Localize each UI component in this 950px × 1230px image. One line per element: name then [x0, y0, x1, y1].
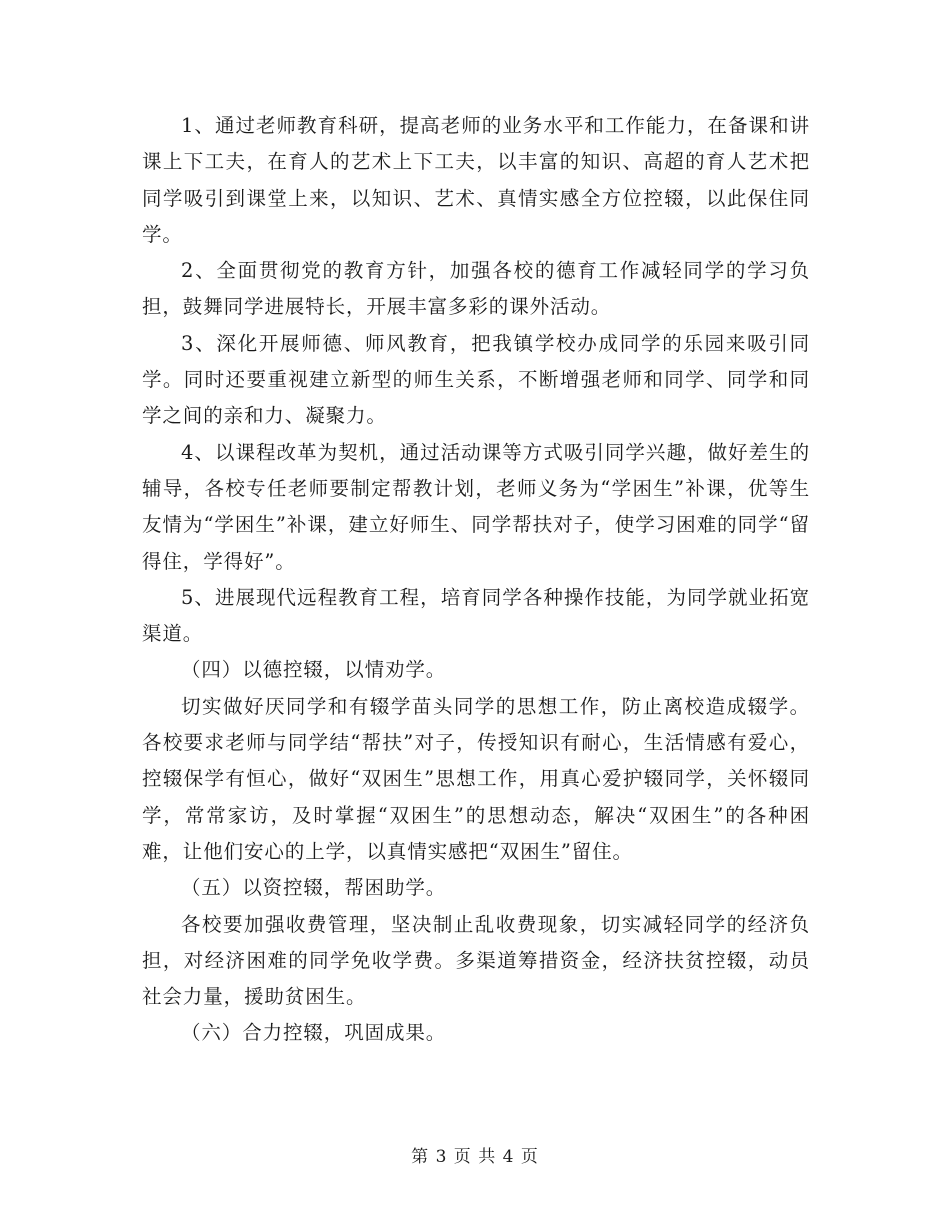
document-body: [142, 108, 810, 1052]
section-heading-6: （六）合力控辍，巩固成果。: [181, 1021, 447, 1045]
paragraph-4: 4、以课程改革为契机，通过活动课等方式吸引同学兴趣，做好差生的辅导，各校专任老师要制定帮教计划，老师义务为“学困生”补课，优等生友情为“学困生”补课，建立好师生、同学帮扶对子，使学习困难的同学“留得住，学得好”。: [142, 440, 810, 573]
paragraph-3: 3、深化开展师德、师风教育，把我镇学校办成同学的乐园来吸引同学。同时还要重视建立新型的师生关系，不断增强老师和同学、同学和同学之间的亲和力、凝聚力。: [142, 331, 810, 428]
paragraph-7: 各校要加强收费管理，坚决制止乱收费现象，切实减轻同学的经济负担，对经济困难的同学免收学费。多渠道筹措资金，经济扶贫控辍，动员社会力量，援助贫困生。: [142, 912, 810, 1009]
paragraph-5: 5、进展现代远程教育工程，培育同学各种操作技能，为同学就业拓宽渠道。: [142, 585, 810, 646]
paragraph-6: 切实做好厌同学和有辍学苗头同学的思想工作，防止离校造成辍学。各校要求老师与同学结“帮扶”对子，传授知识有耐心，生活情感有爱心，控辍保学有恒心，做好“双困生”思想工作，用真心爱护辍同学，关怀辍同学，常常家访，及时掌握“双困生”的思想动态，解决“双困生”的各种困难，让他们安心的上学，以真情实感把“双困生”留住。: [142, 694, 810, 863]
paragraph-1: 1、通过老师教育科研，提高老师的业务水平和工作能力，在备课和讲课上下工夫，在育人的艺术上下工夫，以丰富的知识、高超的育人艺术把同学吸引到课堂上来，以知识、艺术、真情实感全方位控辍，以此保住同学。: [142, 114, 810, 246]
paragraph-2: 2、全面贯彻党的教育方针，加强各校的德育工作减轻同学的学习负担，鼓舞同学进展特长，开展丰富多彩的课外活动。: [142, 259, 810, 319]
page-number-footer: 第 3 页 共 4 页: [411, 1147, 539, 1167]
section-heading-4: （四）以德控辍，以情劝学。: [181, 658, 447, 682]
section-heading-5: （五）以资控辍，帮困助学。: [181, 876, 447, 900]
